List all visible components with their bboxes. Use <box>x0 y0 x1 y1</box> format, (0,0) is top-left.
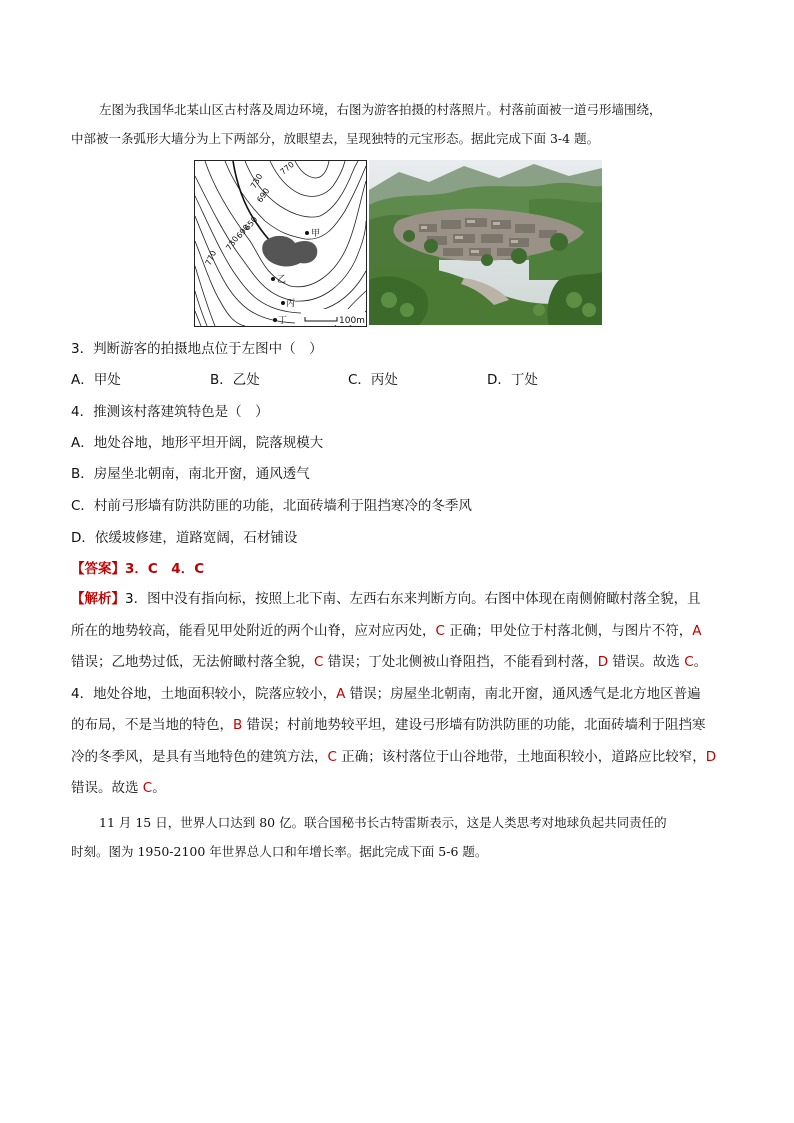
analysis-l3e: 错误。故选 <box>608 654 685 670</box>
intro-2-line-1: 11 月 15 日，世界人口达到 80 亿。联合国秘书长古特雷斯表示，这是人类思考对地球负起共同责任的 <box>99 815 667 830</box>
analysis-l7b: C <box>142 780 153 796</box>
answer-line <box>71 557 204 577</box>
analysis-l3f: C <box>684 654 694 670</box>
analysis-line-7 <box>71 773 741 805</box>
analysis-l5a: 的布局，不是当地的特色， <box>71 717 233 733</box>
analysis-l3d: D <box>597 654 609 670</box>
contour-label-7: 770 <box>203 249 219 267</box>
contour-label-1: 770 <box>278 161 296 177</box>
q4-option-c: C．村前弓形墙有防洪防匪的功能，北面砖墙利于阻挡寒冷的冬季风 <box>71 498 472 514</box>
q3-option-a: A．甲处 <box>71 372 121 388</box>
analysis-l4a: 4．地处谷地，土地面积较小，院落应较小， <box>71 685 337 702</box>
analysis-line-2 <box>71 616 741 648</box>
intro-1-line-2: 中部被一条弧形大墙分为上下两部分，放眼望去，呈现独特的元宝形态。据此完成下面 3-4 题。 <box>71 131 600 146</box>
analysis-l5b: B <box>233 717 243 733</box>
analysis-l5c: 错误；村前地势较平坦，建设弓形墙有防洪防匪的功能，北面砖墙利于阻挡寒 <box>242 717 706 733</box>
analysis-l6c: 正确；该村落位于山谷地带，土地面积较小，道路应比较窄， <box>336 748 706 765</box>
village-photo <box>369 160 602 325</box>
point-bing-label: 丙 <box>286 299 296 309</box>
analysis-line-4 <box>71 679 741 711</box>
point-jia-marker <box>305 231 309 235</box>
analysis-l3c: 错误；丁处北侧被山脊阻挡，不能看到村落， <box>323 654 598 670</box>
analysis-l7c: 。 <box>152 780 166 796</box>
analysis-label: 【解析】 <box>71 591 125 607</box>
analysis-l2d: A <box>692 622 702 639</box>
analysis-l2: 所在的地势较高，能看见甲处附近的两个山脊，应对应丙处， <box>71 622 436 639</box>
q3-option-b: B．乙处 <box>210 372 260 388</box>
village-area <box>262 236 317 267</box>
point-ding-marker <box>273 318 277 322</box>
q4-option-a: A．地处谷地，地形平坦开阔，院落规模大 <box>71 435 324 451</box>
q3-option-d: D．丁处 <box>487 372 538 388</box>
analysis-l7a: 错误。故选 <box>71 780 143 796</box>
answer-label: 【答案】 <box>71 561 125 577</box>
point-yi-label: 乙 <box>277 275 287 285</box>
village-photo-svg <box>369 160 602 325</box>
contour-map <box>194 160 367 327</box>
analysis-line-1 <box>71 584 741 616</box>
intro-paragraph-2 <box>71 808 726 866</box>
answer-text: 3．C 4．C <box>125 561 205 577</box>
q4-option-d: D．依缓坡修建，道路宽阔，石材铺设 <box>71 530 298 546</box>
contour-map-svg <box>195 161 366 326</box>
analysis-l6a: 冷的冬季风，是具有当地特色的建筑方法， <box>71 748 328 765</box>
intro-1-line-1: 左图为我国华北某山区古村落及周边环境，右图为游客拍摄的村落照片。村落前面被一道弓形墙围绕， <box>99 102 662 117</box>
q4-option-b: B．房屋坐北朝南，南北开窗，通风透气 <box>71 466 310 482</box>
analysis-l4c: 错误；房屋坐北朝南，南北开窗，通风透气是北方地区普遍 <box>345 685 701 702</box>
analysis-l6d: D <box>705 748 717 765</box>
contour-label-5: 690 <box>234 222 252 241</box>
question-3-stem: 3．判断游客的拍摄地点位于左图中（ ） <box>71 341 323 357</box>
contour-label-6: 730 <box>224 234 241 253</box>
analysis-line-6 <box>71 742 741 774</box>
analysis-block <box>71 584 741 805</box>
figures <box>194 160 604 326</box>
question-4-stem: 4．推测该村落建筑特色是（ ） <box>71 404 269 420</box>
point-jia-label: 甲 <box>311 229 321 239</box>
contour-label-3: 690 <box>255 186 272 205</box>
analysis-l6b: C <box>327 748 337 765</box>
analysis-line-3 <box>71 647 741 679</box>
analysis-l3g: 。 <box>693 654 708 670</box>
analysis-l3b: C <box>314 654 324 670</box>
point-yi-marker <box>271 277 275 281</box>
analysis-l1: 3．图中没有指向标，按照上北下南、左西右东来判断方向。右图中体现在南侧俯瞰村落全貌，且 <box>125 591 701 607</box>
contour-label-2: 730 <box>248 172 265 190</box>
point-bing-marker <box>281 301 285 305</box>
point-ding-label: 丁 <box>278 316 288 326</box>
analysis-l3a: 错误；乙地势过低，无法俯瞰村落全貌， <box>71 654 314 670</box>
q3-option-c: C．丙处 <box>348 372 398 388</box>
analysis-line-5 <box>71 710 741 742</box>
contour-label-4: 650 <box>242 214 260 233</box>
intro-2-line-2: 时刻。图为 1950-2100 年世界总人口和年增长率。据此完成下面 5-6 题。 <box>71 844 488 859</box>
scale-label: 100m <box>339 316 365 326</box>
intro-paragraph-1 <box>71 95 726 153</box>
analysis-l2b: 正确；甲处位于村落北侧，与图片不符， <box>444 622 693 639</box>
analysis-l2c: C <box>435 622 445 639</box>
analysis-l4b: A <box>336 685 346 702</box>
